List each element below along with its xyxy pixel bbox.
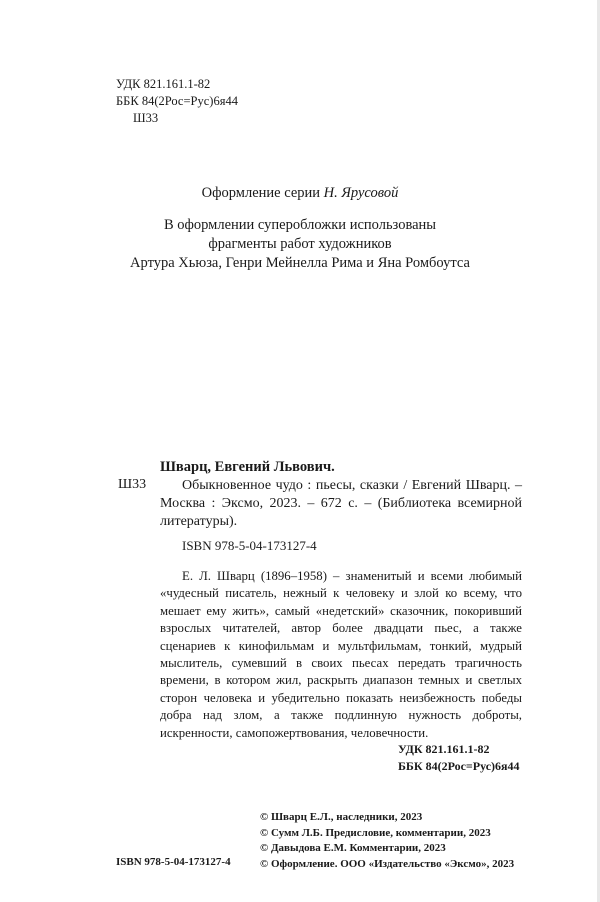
copyright-line: © Оформление. ООО «Издательство «Эксмо», 2023 <box>260 857 515 870</box>
design-credit-prefix: Оформление серии <box>201 185 324 201</box>
copyright-line: © Шварц Е.Л., наследники, 2023 <box>260 811 423 823</box>
udk-code: УДК 821.161.1-82 <box>116 77 211 91</box>
bottom-classification-codes <box>398 741 520 775</box>
copyright-line: © Давыдова Е.М. Комментарии, 2023 <box>260 842 446 854</box>
cover-credit-line: фрагменты работ художников <box>208 236 392 252</box>
bottom-isbn: ISBN 978-5-04-173127-4 <box>116 856 231 868</box>
copyright-line: © Сумм Л.Б. Предисловие, комментарии, 2023 <box>260 826 491 839</box>
catalog-isbn: ISBN 978-5-04-173127-4 <box>182 538 317 553</box>
bbk-code: ББК 84(2Рос=Рус)6я44 <box>116 94 238 108</box>
cover-credit-line: Артура Хьюза, Генри Мейнелла Рима и Яна Ромбоутса <box>130 255 470 271</box>
udk-code-bottom: УДК 821.161.1-82 <box>398 742 490 756</box>
bbk-code-bottom: ББК 84(2Рос=Рус)6я44 <box>398 759 520 773</box>
copyright-block <box>260 810 514 872</box>
cover-credit-line: В оформлении суперобложки использованы <box>163 217 437 233</box>
annotation-text: Е. Л. Шварц (1896–1958) – знаменитый и всеми любимый «чудесный писатель, нежный к человеку и злой ко всему, что мешает ему жить», самый «недетский» сказочник, покоривший взрослых читателей, автор более двадцати пьес, а также сценариев к кинофильмам и мультфильмам, тонкий, мудрый мыслитель, сумевший в своих пьесах передать трагичность времени, в котором жил, раскрыть диапазон темных и светлых сторон человека и убедительно показать неизбежность победы добра над злом, а также подлинную нужность доброты, искренности, самопожертвования, человечности. <box>160 569 522 740</box>
cutter-code: Ш33 <box>133 111 159 125</box>
catalog-author: Шварц, Евгений Львович. <box>160 459 335 475</box>
catalog-cutter: Ш33 <box>118 477 147 492</box>
designer-name: Н. Ярусовой <box>323 185 399 201</box>
series-design-credit <box>0 185 600 202</box>
annotation <box>160 568 522 742</box>
catalog-description: Обыкновенное чудо : пьесы, сказки / Евгений Шварц. – Москва : Эксмо, 2023. – 672 с. – (Библиотека всемирной литературы). <box>160 478 522 529</box>
top-classification-codes <box>116 76 238 127</box>
catalog-entry <box>160 458 522 531</box>
cover-art-credit <box>0 216 600 273</box>
